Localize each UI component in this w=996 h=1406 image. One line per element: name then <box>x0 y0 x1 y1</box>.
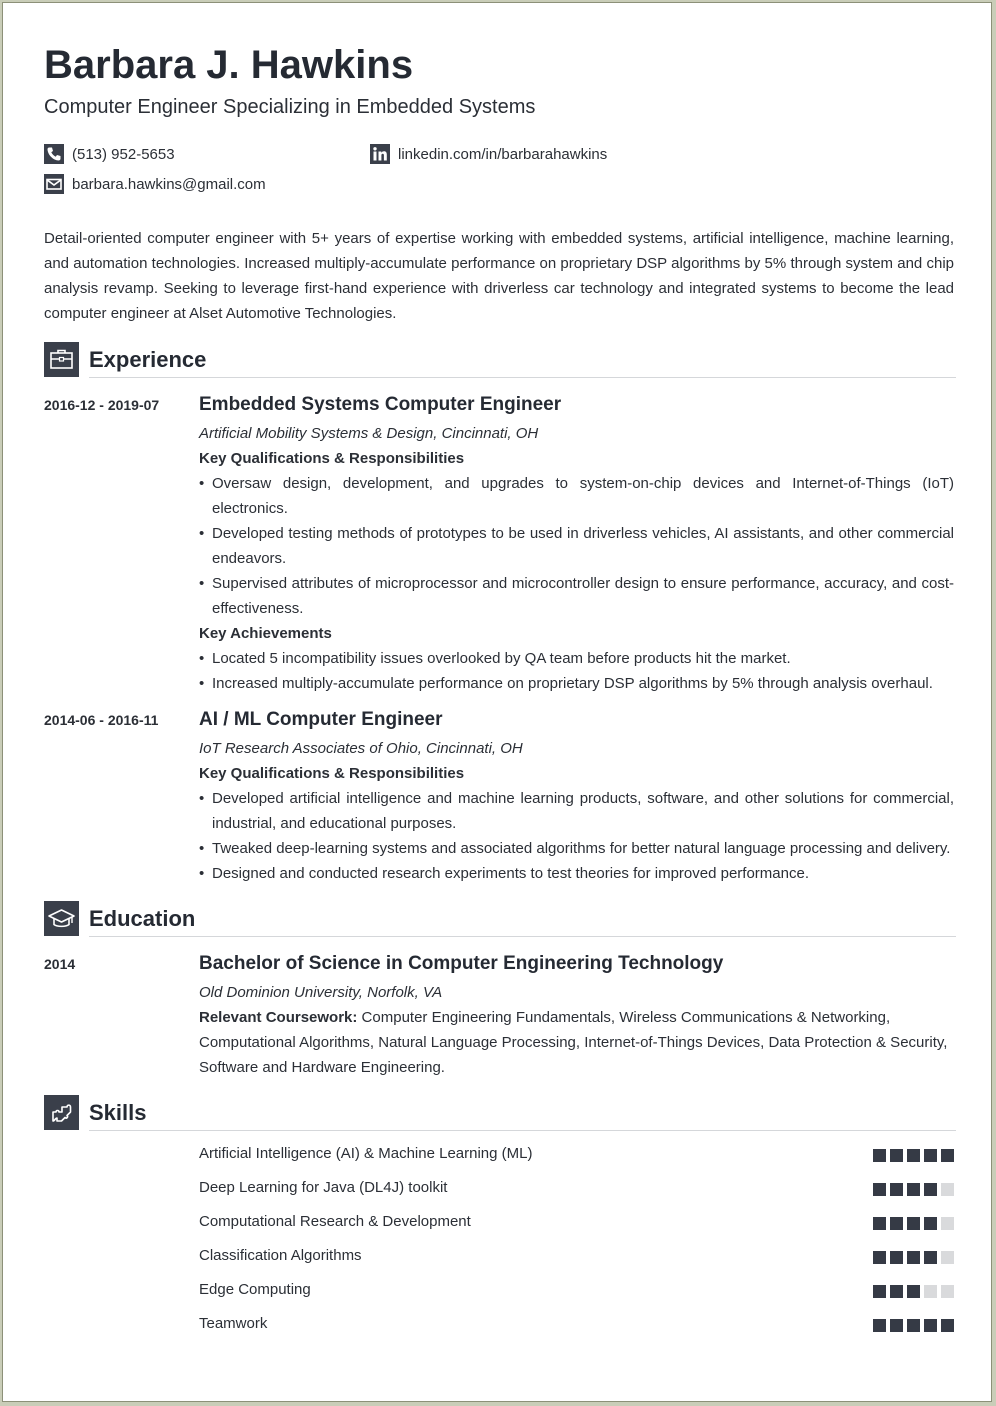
puzzle-icon <box>44 1095 79 1130</box>
skill-name: Computational Research & Development <box>199 1213 471 1230</box>
rating-dot-filled <box>873 1319 886 1332</box>
list-item: • Tweaked deep-learning systems and associated algorithms for better natural language processing and delivery. <box>199 836 954 861</box>
rating-dot-filled <box>907 1217 920 1230</box>
rating-dot-empty <box>941 1285 954 1298</box>
job-dates: 2014-06 - 2016-11 <box>44 712 159 728</box>
coursework-label: Relevant Coursework: <box>199 1009 358 1026</box>
skill-name: Teamwork <box>199 1315 268 1332</box>
achievements-heading: Key Achievements <box>199 625 332 642</box>
email-address[interactable]: barbara.hawkins@gmail.com <box>72 175 266 193</box>
list-item: • Located 5 incompatibility issues overlooked by QA team before products hit the market. <box>199 646 954 671</box>
rating-dot-filled <box>907 1251 920 1264</box>
skill-rating <box>869 1285 954 1298</box>
coursework-text: Computer Engineering Fundamentals, Wireless Communications & Networking, Computational Algorithms, Natural Language Processing, Internet-of-Things Devices, Data Protection & Security, Software and Hardware Engineering. <box>199 1009 948 1076</box>
phone-number: (513) 952-5653 <box>72 145 175 163</box>
job-title: AI / ML Computer Engineer <box>199 709 443 730</box>
rating-dot-filled <box>873 1217 886 1230</box>
skill-row <box>199 1145 954 1165</box>
skill-name: Artificial Intelligence (AI) & Machine Learning (ML) <box>199 1145 533 1162</box>
professional-summary: Detail-oriented computer engineer with 5+ years of expertise working with embedded systems, artificial intelligence, machine learning, and automation technologies. Increased multiply-accumulate performance on proprietary DSP algorithms by 5% through system and chip analysis revamp. Seeking to leverage first-hand experience with driverless car technology and integrated systems to become the lead computer engineer at Alset Automotive Technologies. <box>44 230 954 322</box>
rating-dot-filled <box>873 1183 886 1196</box>
phone-icon <box>44 144 64 164</box>
rating-dot-filled <box>924 1319 937 1332</box>
resume-page <box>2 2 992 1402</box>
qualifications-list <box>199 786 954 886</box>
achievements-list <box>199 646 954 696</box>
skill-row <box>199 1179 954 1199</box>
skill-name: Edge Computing <box>199 1281 311 1298</box>
contact-linkedin[interactable] <box>370 144 607 164</box>
rating-dot-empty <box>941 1183 954 1196</box>
skill-rating <box>869 1217 954 1230</box>
linkedin-url[interactable]: linkedin.com/in/barbarahawkins <box>398 145 608 163</box>
rating-dot-filled <box>907 1183 920 1196</box>
education-title: Education <box>89 906 196 931</box>
list-item: • Developed testing methods of prototypes to be used in driverless vehicles, AI assistants, and other commercial endeavors. <box>199 521 954 571</box>
rating-dot-filled <box>907 1319 920 1332</box>
rating-dot-filled <box>890 1149 903 1162</box>
email-icon <box>44 174 64 194</box>
rating-dot-filled <box>873 1149 886 1162</box>
rating-dot-filled <box>941 1149 954 1162</box>
list-item: • Developed artificial intelligence and machine learning products, software, and other solutions for commercial, industrial, and educational purposes. <box>199 786 954 836</box>
job-company: Artificial Mobility Systems & Design, Cincinnati, OH <box>199 425 539 442</box>
rating-dot-filled <box>924 1217 937 1230</box>
rating-dot-filled <box>907 1285 920 1298</box>
candidate-name: Barbara J. Hawkins <box>44 43 414 87</box>
job-company: IoT Research Associates of Ohio, Cincinnati, OH <box>199 740 523 757</box>
section-divider <box>89 936 956 937</box>
job-dates: 2016-12 - 2019-07 <box>44 397 160 413</box>
education-year: 2014 <box>44 956 76 972</box>
skill-row <box>199 1247 954 1267</box>
relevant-coursework <box>199 1005 954 1080</box>
skill-row <box>199 1213 954 1233</box>
section-divider <box>89 377 956 378</box>
qualifications-heading: Key Qualifications & Responsibilities <box>199 450 465 467</box>
rating-dot-filled <box>890 1285 903 1298</box>
rating-dot-empty <box>941 1217 954 1230</box>
rating-dot-empty <box>924 1285 937 1298</box>
skill-name: Deep Learning for Java (DL4J) toolkit <box>199 1179 448 1196</box>
school-name: Old Dominion University, Norfolk, VA <box>199 984 443 1001</box>
rating-dot-filled <box>873 1285 886 1298</box>
section-divider <box>89 1130 956 1131</box>
degree-title: Bachelor of Science in Computer Engineering Technology <box>199 953 724 974</box>
skill-row <box>199 1281 954 1301</box>
skill-name: Classification Algorithms <box>199 1247 362 1264</box>
list-item: • Designed and conducted research experiments to test theories for improved performance. <box>199 861 954 886</box>
experience-title: Experience <box>89 347 207 372</box>
linkedin-icon <box>370 144 390 164</box>
rating-dot-filled <box>924 1251 937 1264</box>
qualifications-heading: Key Qualifications & Responsibilities <box>199 765 465 782</box>
rating-dot-filled <box>924 1149 937 1162</box>
rating-dot-filled <box>941 1319 954 1332</box>
list-item: • Increased multiply-accumulate performance on proprietary DSP algorithms by 5% through analysis overhaul. <box>199 671 954 696</box>
rating-dot-filled <box>890 1217 903 1230</box>
list-item: • Oversaw design, development, and upgrades to system-on-chip devices and Internet-of-Things (IoT) electronics. <box>199 471 954 521</box>
rating-dot-filled <box>890 1319 903 1332</box>
skill-row <box>199 1315 954 1335</box>
qualifications-list <box>199 471 954 621</box>
job-title: Embedded Systems Computer Engineer <box>199 394 562 415</box>
rating-dot-filled <box>924 1183 937 1196</box>
rating-dot-empty <box>941 1251 954 1264</box>
skill-rating <box>869 1149 954 1162</box>
rating-dot-filled <box>873 1251 886 1264</box>
contact-phone <box>44 144 175 164</box>
skills-section-header <box>44 1095 956 1131</box>
contact-email[interactable] <box>44 174 266 194</box>
experience-section-header <box>44 342 956 378</box>
graduation-cap-icon <box>44 901 79 936</box>
rating-dot-filled <box>890 1251 903 1264</box>
briefcase-icon <box>44 342 79 377</box>
education-section-header <box>44 901 956 937</box>
skills-title: Skills <box>89 1100 147 1125</box>
rating-dot-filled <box>907 1149 920 1162</box>
rating-dot-filled <box>890 1183 903 1196</box>
skill-rating <box>869 1183 954 1196</box>
list-item: • Supervised attributes of microprocessor and microcontroller design to ensure performance, accuracy, and cost-effectiveness. <box>199 571 954 621</box>
candidate-headline: Computer Engineer Specializing in Embedded Systems <box>44 96 536 118</box>
skill-rating <box>869 1319 954 1332</box>
skill-rating <box>869 1251 954 1264</box>
